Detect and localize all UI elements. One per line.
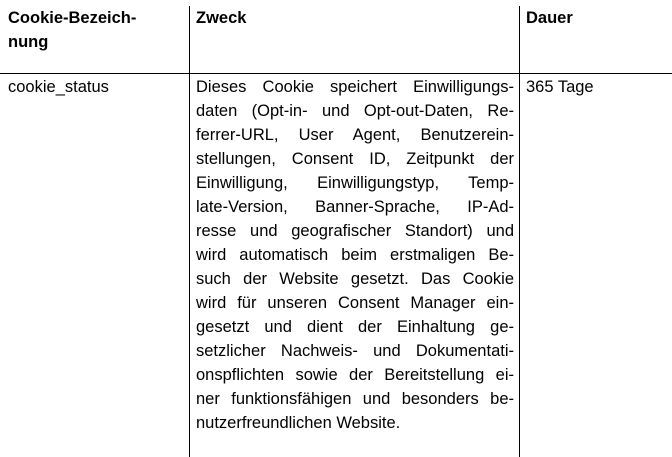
- header-duration: Dauer: [526, 9, 573, 27]
- cell-duration: 365 Tage: [526, 78, 594, 96]
- purpose-line: setzlicher Nachweis- und Dokumentati-: [196, 342, 514, 360]
- cell-purpose: [196, 75, 514, 435]
- purpose-line: Einwilligung, Einwilligungstyp, Temp-: [196, 174, 514, 192]
- header-divider: [0, 73, 672, 74]
- purpose-line: stellungen, Consent ID, Zeitpunkt der: [196, 150, 514, 168]
- header-cookie-name-line2: nung: [8, 33, 49, 51]
- purpose-line: wird für unseren Consent Manager ein-: [196, 294, 514, 312]
- purpose-line: onspflichten sowie der Bereitstellung ei-: [196, 366, 514, 384]
- purpose-line: gesetzt und dient der Einhaltung ge-: [196, 318, 514, 336]
- purpose-line: Dieses Cookie speichert Einwilligungs-: [196, 78, 514, 96]
- purpose-line: daten (Opt-in- und Opt-out-Daten, Re-: [196, 102, 514, 120]
- cell-cookie-name: cookie_status: [8, 78, 109, 96]
- purpose-line: wird automatisch beim erstmaligen Be-: [196, 246, 514, 264]
- purpose-line: nutzerfreundlichen Website.: [196, 414, 401, 432]
- header-purpose: Zweck: [196, 9, 247, 27]
- header-cookie-name: [8, 6, 184, 54]
- purpose-line: ner funktionsfähigen und besonders be-: [196, 390, 514, 408]
- purpose-line: ferrer-URL, User Agent, Benutzerein-: [196, 126, 514, 144]
- purpose-line: resse und geografischer Standort) und: [196, 222, 514, 240]
- purpose-line: such der Website gesetzt. Das Cookie: [196, 270, 514, 288]
- header-cookie-name-line1: Cookie-Bezeich-: [8, 9, 137, 27]
- purpose-line: late-Version, Banner-Sprache, IP-Ad-: [196, 198, 514, 216]
